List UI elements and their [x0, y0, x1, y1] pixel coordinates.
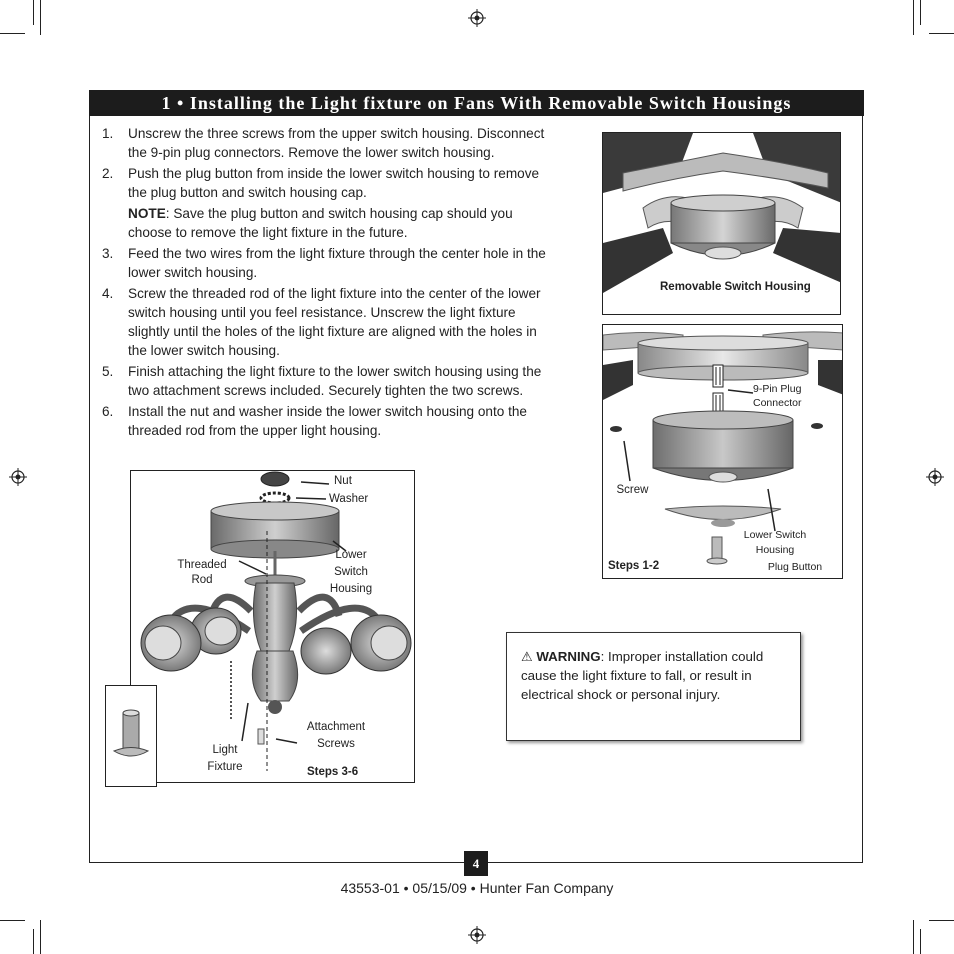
connector-label: 9-Pin Plug Connector [753, 383, 802, 409]
step-number: 6. [102, 404, 114, 419]
note-label: NOTE [128, 206, 166, 221]
crop-mark [929, 33, 954, 34]
threaded-rod-label: Threaded Rod [177, 559, 227, 586]
light-fixture-label: Light Fixture [207, 744, 243, 773]
step-number: 5. [102, 364, 114, 379]
page-number: 4 [464, 851, 488, 876]
step-text: Push the plug button from inside the lower switch housing to remove the plug button and switch housing cap. [128, 166, 540, 200]
crop-mark [33, 0, 34, 25]
crop-mark [913, 0, 914, 35]
instruction-steps [102, 124, 554, 442]
figure-caption: Steps 3-6 [307, 766, 359, 778]
washer-label: Washer [329, 493, 369, 505]
step-number: 3. [102, 246, 114, 261]
figure-steps-3-6 [130, 470, 415, 783]
section-title: 1 • Installing the Light fixture on Fans With Removable Switch Housings [89, 90, 864, 116]
registration-mark-icon [468, 926, 486, 944]
plug-button-icon [106, 686, 157, 787]
crop-mark [40, 0, 41, 35]
step-note [128, 204, 554, 242]
step-5 [102, 362, 554, 400]
step-text: Finish attaching the light fixture to the lower switch housing using the two attachment screws included. Securely tighten the two screws. [128, 364, 542, 398]
plug-button-label: Plug Button [767, 561, 823, 573]
figure-caption: Removable Switch Housing [660, 281, 811, 293]
registration-mark-icon [468, 9, 486, 27]
crop-mark [929, 920, 954, 921]
attachment-screws-label: Attachment Screws [306, 721, 366, 750]
warning-text-block [521, 647, 791, 704]
crop-mark [920, 0, 921, 25]
crop-mark [920, 929, 921, 954]
nut-label: Nut [334, 475, 352, 487]
warning-icon: ⚠ [521, 649, 533, 664]
step-2 [102, 164, 554, 202]
crop-mark [0, 33, 25, 34]
step-3 [102, 244, 554, 282]
figure-steps-1-2 [602, 324, 843, 579]
figure-caption: Steps 1-2 [608, 560, 660, 572]
lower-housing-label: Lower Switch Housing [743, 529, 807, 556]
step-number: 2. [102, 166, 114, 181]
registration-mark-icon [926, 468, 944, 486]
warning-box [506, 632, 801, 741]
crop-mark [33, 929, 34, 954]
step-number: 1. [102, 126, 114, 141]
step-text: Feed the two wires from the light fixture through the center hole in the lower switch housing. [128, 246, 546, 280]
crop-mark [0, 920, 25, 921]
lower-housing-label: Lower Switch Housing [329, 549, 373, 595]
step-1 [102, 124, 554, 162]
step-text: Install the nut and washer inside the lower switch housing onto the threaded rod from the upper light housing. [128, 404, 527, 438]
warning-text: : Improper installation could cause the light fixture to fall, or result in electrical shock or personal injury. [521, 649, 764, 702]
crop-mark [913, 920, 914, 954]
step-text: Screw the threaded rod of the light fixture into the center of the lower switch housing until you feel resistance. Unscrew the light fixture slightly until the holes of the light fixture are aligned with the holes in the lower switch housing. [128, 286, 541, 358]
step-6 [102, 402, 554, 440]
figure-plug-inset [105, 685, 157, 787]
step-text: Unscrew the three screws from the upper switch housing. Disconnect the 9-pin plug connectors. Remove the lower switch housing. [128, 126, 545, 160]
page-footer: 43553-01 • 05/15/09 • Hunter Fan Company [340, 880, 614, 896]
figure-removable-switch-housing [602, 132, 841, 315]
registration-mark-icon [9, 468, 27, 486]
warning-label: WARNING [536, 649, 601, 664]
note-text: : Save the plug button and switch housing cap should you choose to remove the light fixture in the future. [128, 206, 513, 240]
screw-label: Screw [616, 484, 649, 496]
step-number: 4. [102, 286, 114, 301]
crop-mark [40, 920, 41, 954]
step-4 [102, 284, 554, 360]
